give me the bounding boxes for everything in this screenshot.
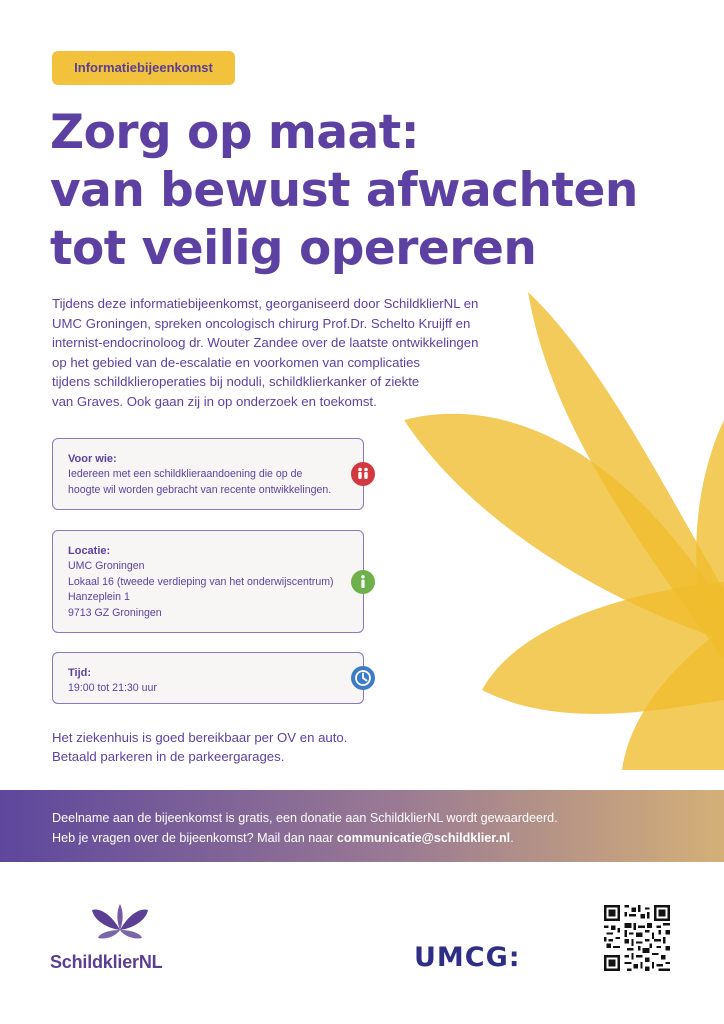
intro-line: Tijdens deze informatiebijeenkomst, georganiseerd door SchildklierNL en [52, 296, 479, 311]
card-label: Tijd: [68, 667, 92, 679]
card-label: Voor wie: [68, 453, 117, 465]
banner-punctuation: . [510, 831, 514, 845]
title-line: Zorg op maat: [50, 105, 420, 160]
title-line: tot veilig opereren [50, 221, 537, 276]
card-label: Locatie: [68, 545, 111, 557]
qr-code[interactable] [604, 905, 670, 971]
clock-icon [351, 666, 375, 690]
accessibility-note [52, 728, 347, 766]
title-line: van bewust afwachten [50, 163, 638, 218]
intro-paragraph [52, 294, 502, 412]
time-card [52, 652, 364, 704]
info-icon [351, 570, 375, 594]
umcg-logo: UMCG: [414, 942, 521, 973]
card-line: hoogte wil worden gebracht van recente ontwikkelingen. [68, 483, 332, 496]
intro-line: UMC Groningen, spreken oncologisch chirurg Prof.Dr. Schelto Kruijff en [52, 315, 471, 331]
intro-line: tijdens schildklieroperaties bij noduli, schildklierkanker of ziekte [52, 374, 420, 390]
intro-line: van Graves. Ook gaan zij in op onderzoek en toekomst. [52, 393, 377, 409]
people-icon [351, 462, 375, 486]
card-line: 9713 GZ Groningen [68, 606, 162, 619]
access-line: Het ziekenhuis is goed bereikbaar per OV en auto. [52, 730, 348, 745]
footer-banner [0, 790, 724, 862]
schildkliernl-logo [50, 902, 200, 976]
card-line: Lokaal 16 (tweede verdieping van het onderwijscentrum) [68, 575, 334, 588]
card-line: 19:00 tot 21:30 uur [68, 682, 157, 694]
butterfly-icon [90, 902, 150, 942]
card-line: Hanzeplein 1 [68, 591, 130, 603]
card-line: Iedereen met een schildklieraandoening die op de [68, 468, 303, 480]
intro-line: op het gebied van de-escalatie en voorkomen van complicaties [52, 354, 421, 370]
card-line: UMC Groningen [68, 560, 145, 572]
banner-line: Deelname aan de bijeenkomst is gratis, een donatie aan SchildklierNL wordt gewaardeerd. [52, 811, 558, 825]
event-type-tag: Informatiebijeenkomst [52, 51, 235, 85]
intro-line: internist-endocrinoloog dr. Wouter Zandee over de laatste ontwikkelingen [52, 335, 479, 351]
banner-line: Heb je vragen over de bijeenkomst? Mail dan naar [52, 831, 337, 845]
location-card [52, 530, 364, 633]
access-line: Betaald parkeren in de parkeergarages. [52, 749, 285, 764]
audience-card [52, 438, 364, 510]
page-title [50, 104, 638, 278]
contact-email-link[interactable]: communicatie@schildklier.nl [336, 831, 511, 845]
schildkliernl-wordmark: SchildklierNL [50, 952, 163, 972]
